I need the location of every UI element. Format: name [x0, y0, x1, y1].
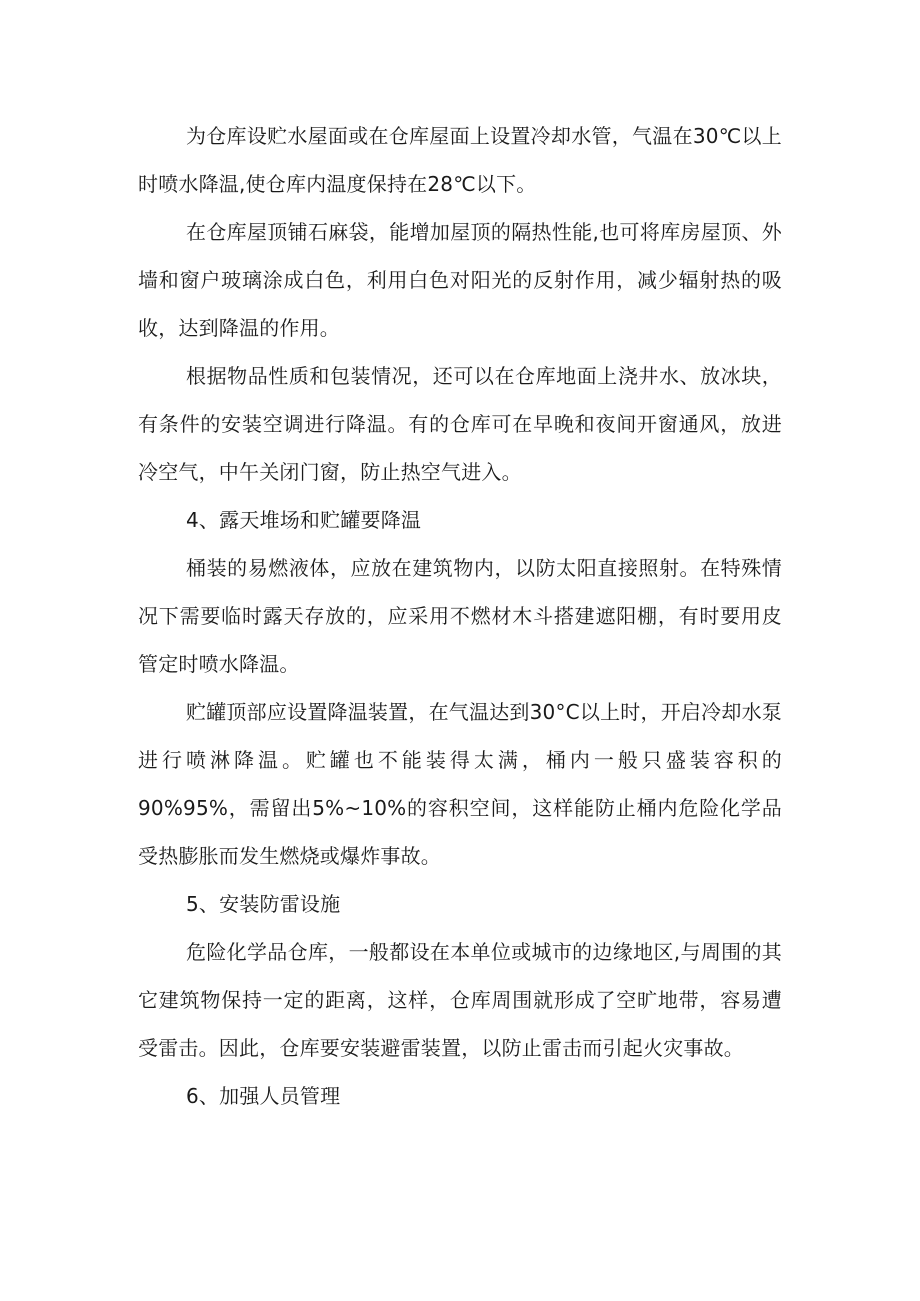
- paragraph-lightning-rods: 危险化学品仓库，一般都设在本单位或城市的边缘地区,与周围的其它建筑物保持一定的距离，这样，仓库周围就形成了空旷地带，容易遭受雷击。因此，仓库要安装避雷装置，以防止雷击而引起火灾事故。: [138, 940, 782, 1060]
- section-heading-personnel-management: 6、加强人员管理: [186, 1084, 341, 1108]
- section-heading-outdoor-cooling: 4、露天堆场和贮罐要降温: [186, 508, 422, 532]
- paragraph-roof-water-cooling: 为仓库设贮水屋面或在仓库屋面上设置冷却水管，气温在30℃以上时喷水降温,使仓库内温度保持在28℃以下。: [138, 124, 782, 196]
- paragraph-ground-cooling: 根据物品性质和包装情况，还可以在仓库地面上浇井水、放冰块，有条件的安装空调进行降温。有的仓库可在早晚和夜间开窗通风，放进冷空气，中午关闭门窗，防止热空气进入。: [138, 364, 782, 484]
- document-body: [138, 112, 782, 1120]
- paragraph-barrel-storage: 桶装的易燃液体，应放在建筑物内，以防太阳直接照射。在特殊情况下需要临时露天存放的，应采用不燃材木斗搭建遮阳棚，有时要用皮管定时喷水降温。: [138, 556, 782, 676]
- paragraph-roof-insulation: 在仓库屋顶铺石麻袋，能增加屋顶的隔热性能,也可将库房屋顶、外墙和窗户玻璃涂成白色，利用白色对阳光的反射作用，减少辐射热的吸收，达到降温的作用。: [138, 220, 782, 340]
- paragraph-tank-cooling: 贮罐顶部应设置降温装置，在气温达到30°C以上时，开启冷却水泵进行喷淋降温。贮罐也不能装得太满，桶内一般只盛装容积的90%95%，需留出5%~10%的容积空间，这样能防止桶内危险化学品受热膨胀而发生燃烧或爆炸事故。: [138, 700, 782, 868]
- section-heading-lightning-protection: 5、安装防雷设施: [186, 892, 341, 916]
